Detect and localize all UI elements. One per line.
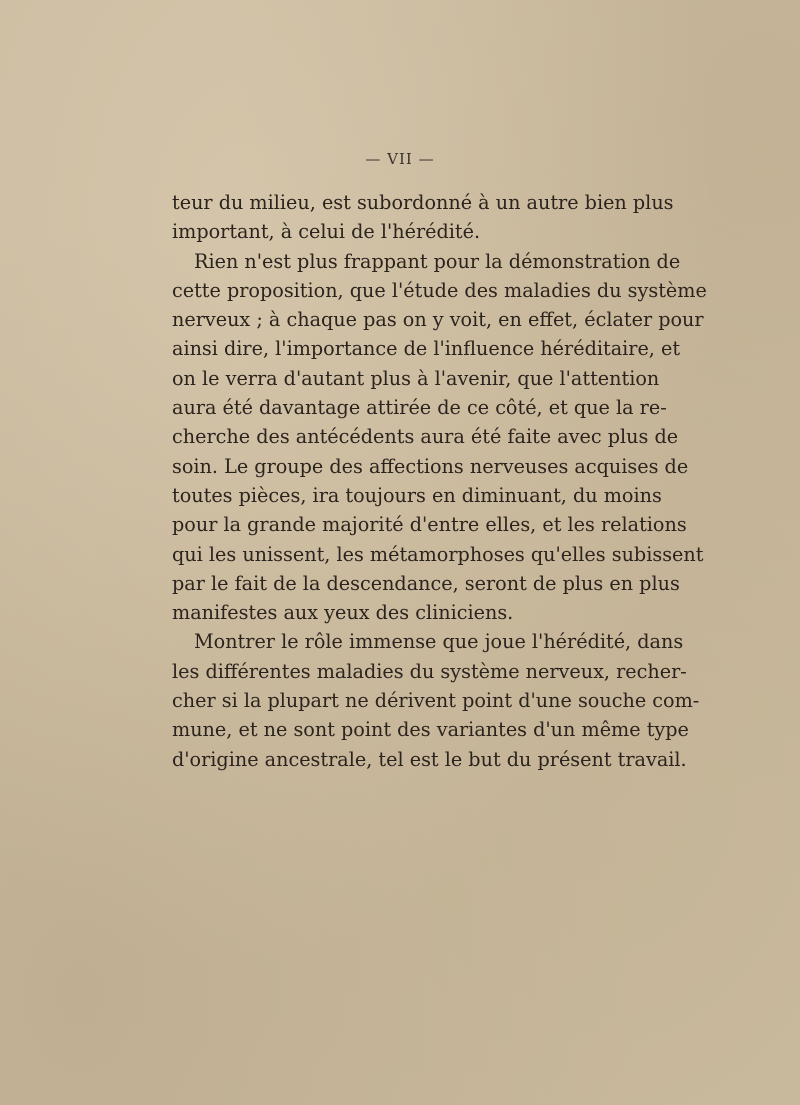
page-number-header: — VII — <box>365 150 435 168</box>
body-text <box>172 188 707 774</box>
text-line: pour la grande majorité d'entre elles, et les relations <box>172 513 687 537</box>
text-line: cherche des antécédents aura été faite avec plus de <box>172 425 679 449</box>
text-line: d'origine ancestrale, tel est le but du présent travail. <box>172 747 687 771</box>
text-line: aura été davantage attirée de ce côté, et que la re- <box>172 396 667 420</box>
text-line: qui les unissent, les métamorphoses qu'elles subissent <box>172 542 704 566</box>
text-line: important, à celui de l'hérédité. <box>172 220 481 244</box>
text-line: on le verra d'autant plus à l'avenir, que l'attention <box>172 366 660 390</box>
text-line: les différentes maladies du système nerveux, recher- <box>172 659 687 683</box>
text-line: par le fait de la descendance, seront de plus en plus <box>172 571 680 595</box>
text-line: cette proposition, que l'étude des maladies du système <box>172 278 707 302</box>
text-line: nerveux ; à chaque pas on y voit, en effet, éclater pour <box>172 308 704 332</box>
text-line: ainsi dire, l'importance de l'influence héréditaire, et <box>172 337 681 361</box>
text-line: Rien n'est plus frappant pour la démonstration de <box>194 249 681 273</box>
text-line: teur du milieu, est subordonné à un autre bien plus <box>172 191 674 214</box>
text-line: soin. Le groupe des affections nerveuses acquises de <box>172 454 689 478</box>
text-line: manifestes aux yeux des cliniciens. <box>172 601 514 625</box>
text-line: toutes pièces, ira toujours en diminuant, du moins <box>172 483 662 507</box>
text-line: mune, et ne sont point des variantes d'un même type <box>172 718 689 742</box>
text-line: cher si la plupart ne dérivent point d'une souche com- <box>172 689 700 713</box>
text-line: Montrer le rôle immense que joue l'hérédité, dans <box>194 630 684 654</box>
